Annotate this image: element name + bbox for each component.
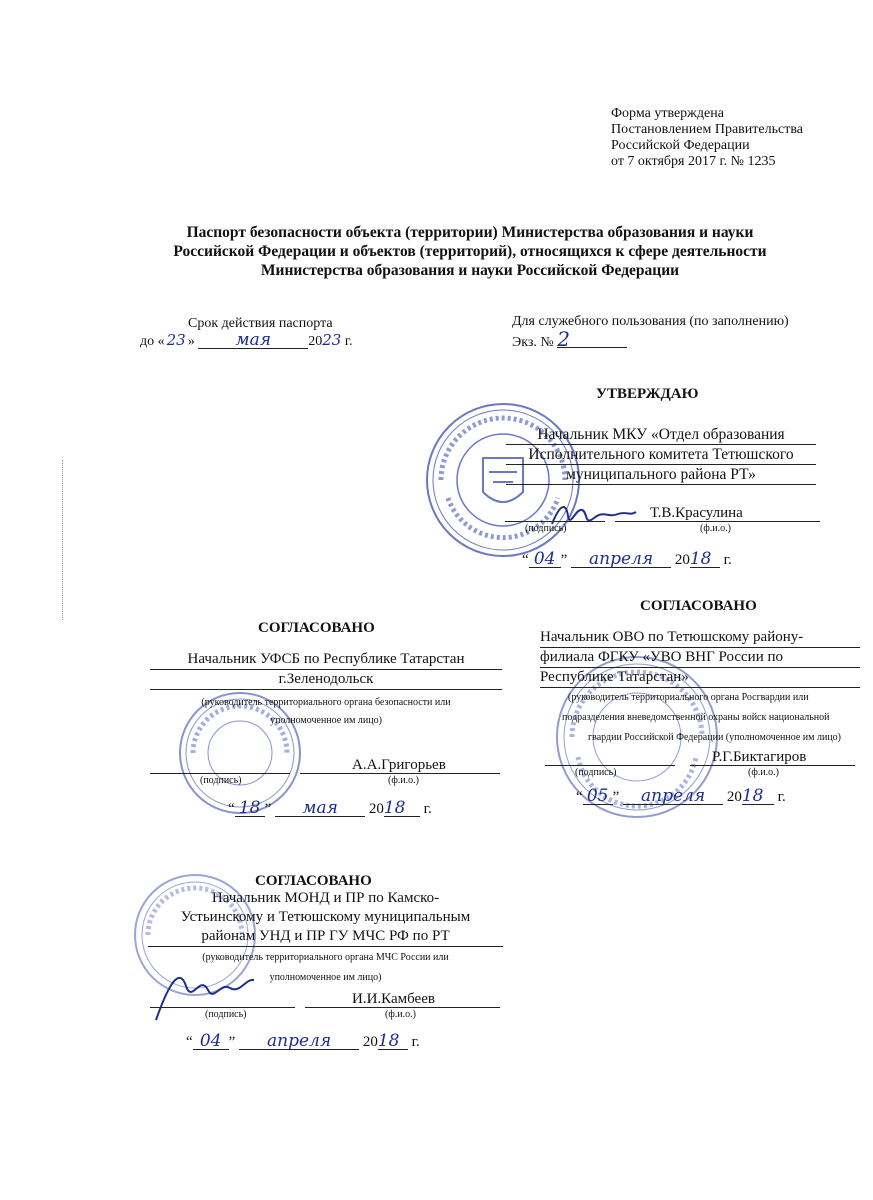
signature-icon xyxy=(548,498,638,532)
approve-name: Т.В.Красулина xyxy=(650,505,743,521)
agree-fsb-name-line xyxy=(300,773,500,774)
agree-mchs-year: 18 xyxy=(378,1033,408,1050)
copy-label: Экз. № xyxy=(512,335,554,350)
agree-ovo-date: “ 05 ” апреля 2018 г. xyxy=(576,786,786,806)
agree-fsb-caption xyxy=(150,694,502,730)
agree-ovo-date-month: апреля xyxy=(623,788,723,805)
agree-mchs-date-day: 04 xyxy=(193,1033,229,1050)
approve-title-block xyxy=(506,425,816,485)
signature-icon xyxy=(150,960,260,1030)
agree-mchs-name: И.И.Камбеев xyxy=(352,991,435,1007)
agree-fsb-heading: СОГЛАСОВАНО xyxy=(258,620,375,636)
document-title xyxy=(120,223,820,280)
form-approval-block xyxy=(611,106,803,170)
agree-mchs-year-prefix: 20 xyxy=(362,1034,378,1050)
form-approval-line: от 7 октября 2017 г. № 1235 xyxy=(611,154,776,169)
agree-mchs-line: Начальник МОНД и ПР по Камско- xyxy=(211,890,440,906)
agree-mchs-name-caption: (ф.и.о.) xyxy=(385,1009,416,1020)
title-line: Министерства образования и науки Российской Федерации xyxy=(260,262,680,279)
agree-mchs-date: “ 04 ” апреля 2018 г. xyxy=(186,1031,420,1051)
agree-fsb-date-day: 18 xyxy=(235,800,265,817)
title-line: Паспорт безопасности объекта (территории) Министерства образования и науки xyxy=(186,224,754,241)
approve-line: Начальник МКУ «Отдел образования xyxy=(506,425,816,445)
form-approval-line: Постановлением Правительства xyxy=(611,122,803,137)
validity-year-prefix: 20 xyxy=(308,334,323,349)
agree-mchs-date-month: апреля xyxy=(239,1033,359,1050)
agree-fsb-date-month: мая xyxy=(275,800,365,817)
validity-mid: » xyxy=(187,334,195,349)
agree-mchs-year-suffix: г. xyxy=(411,1034,420,1050)
agree-mchs-line: районам УНД и ПР ГУ МЧС РФ по РТ xyxy=(148,927,503,947)
agree-ovo-year-suffix: г. xyxy=(777,789,786,805)
copy-number: 2 xyxy=(557,331,627,348)
approve-name-line xyxy=(615,521,820,522)
approve-date-day: 04 xyxy=(529,551,561,568)
agree-ovo-signature-line xyxy=(545,765,675,766)
approve-year: 18 xyxy=(690,551,720,568)
binding-edge xyxy=(62,460,67,620)
agree-ovo-caption xyxy=(562,688,842,748)
approve-date: “ 04 ” апреля 2018 г. xyxy=(522,549,732,569)
validity-date xyxy=(140,332,352,350)
validity-year: 23 xyxy=(322,331,342,349)
agree-ovo-line: Начальник ОВО по Тетюшскому району- xyxy=(540,628,860,648)
copy-number-row xyxy=(512,327,627,351)
agree-mchs-heading: СОГЛАСОВАНО xyxy=(255,873,372,889)
agree-ovo-name-line xyxy=(690,765,855,766)
agree-fsb-sign-caption: (подпись) xyxy=(200,775,242,786)
form-approval-line: Форма утверждена xyxy=(611,106,724,121)
service-use-label: Для служебного пользования (по заполнению) xyxy=(512,314,789,329)
agree-fsb-year-prefix: 20 xyxy=(368,801,384,817)
agree-ovo-name: Р.Г.Биктагиров xyxy=(712,749,807,765)
agree-ovo-caption-line: (руководитель территориального органа Росгвардии или xyxy=(568,692,809,703)
agree-ovo-heading: СОГЛАСОВАНО xyxy=(640,598,757,614)
approve-date-month: апреля xyxy=(571,551,671,568)
agree-fsb-title-block xyxy=(150,650,502,690)
agree-mchs-caption-line: (руководитель территориального органа МЧС России или xyxy=(202,952,449,963)
agree-ovo-name-caption: (ф.и.о.) xyxy=(748,767,779,778)
agree-fsb-name: А.А.Григорьев xyxy=(352,757,446,773)
agree-fsb-date: “ 18 ” мая 2018 г. xyxy=(228,798,432,818)
approve-line: муниципального района РТ» xyxy=(506,465,816,485)
agree-ovo-title-block xyxy=(540,628,860,688)
validity-suffix: г. xyxy=(344,334,353,349)
agree-fsb-year-suffix: г. xyxy=(423,801,432,817)
agree-ovo-date-day: 05 xyxy=(583,788,613,805)
agree-ovo-year: 18 xyxy=(742,788,774,805)
form-approval-line: Российской Федерации xyxy=(611,138,750,153)
agree-fsb-caption-line: (руководитель территориального органа безопасности или xyxy=(201,697,451,708)
approve-name-caption: (ф.и.о.) xyxy=(700,523,731,534)
validity-label: Срок действия паспорта xyxy=(188,316,333,331)
agree-ovo-year-prefix: 20 xyxy=(726,789,742,805)
approve-year-prefix: 20 xyxy=(674,552,690,568)
agree-ovo-line: филиала ФГКУ «УВО ВНГ России по xyxy=(540,648,860,668)
agree-fsb-line: г.Зеленодольск xyxy=(150,670,502,690)
agree-fsb-year: 18 xyxy=(384,800,420,817)
agree-ovo-line: Республике Татарстан» xyxy=(540,668,860,688)
agree-mchs-name-line xyxy=(305,1007,500,1008)
approve-year-suffix: г. xyxy=(723,552,732,568)
validity-month: мая xyxy=(198,332,308,349)
agree-ovo-caption-line: подразделения вневедомственной охраны войск национальной xyxy=(562,712,830,723)
agree-ovo-caption-line: гвардии Российской Федерации (уполномоченное им лицо) xyxy=(588,732,842,743)
approve-sign-caption: (подпись) xyxy=(525,523,567,534)
agree-mchs-sign-caption: (подпись) xyxy=(205,1009,247,1020)
agree-fsb-signature-line xyxy=(150,773,290,774)
validity-prefix: до « xyxy=(140,334,165,349)
validity-day: 23 xyxy=(166,331,186,349)
agree-mchs-title-block xyxy=(148,889,503,947)
approve-heading: УТВЕРЖДАЮ xyxy=(596,386,699,402)
title-line: Российской Федерации и объектов (территорий), относящихся к сфере деятельности xyxy=(173,243,767,260)
agree-fsb-line: Начальник УФСБ по Республике Татарстан xyxy=(150,650,502,670)
agree-fsb-caption-line: уполномоченное им лицо) xyxy=(270,715,382,726)
agree-mchs-caption-line: уполномоченное им лицо) xyxy=(269,972,382,983)
agree-mchs-line: Устьинскому и Тетюшскому муниципальным xyxy=(180,909,471,925)
agree-ovo-sign-caption: (подпись) xyxy=(575,767,617,778)
approve-line: Исполнительного комитета Тетюшского xyxy=(506,445,816,465)
agree-fsb-name-caption: (ф.и.о.) xyxy=(388,775,419,786)
